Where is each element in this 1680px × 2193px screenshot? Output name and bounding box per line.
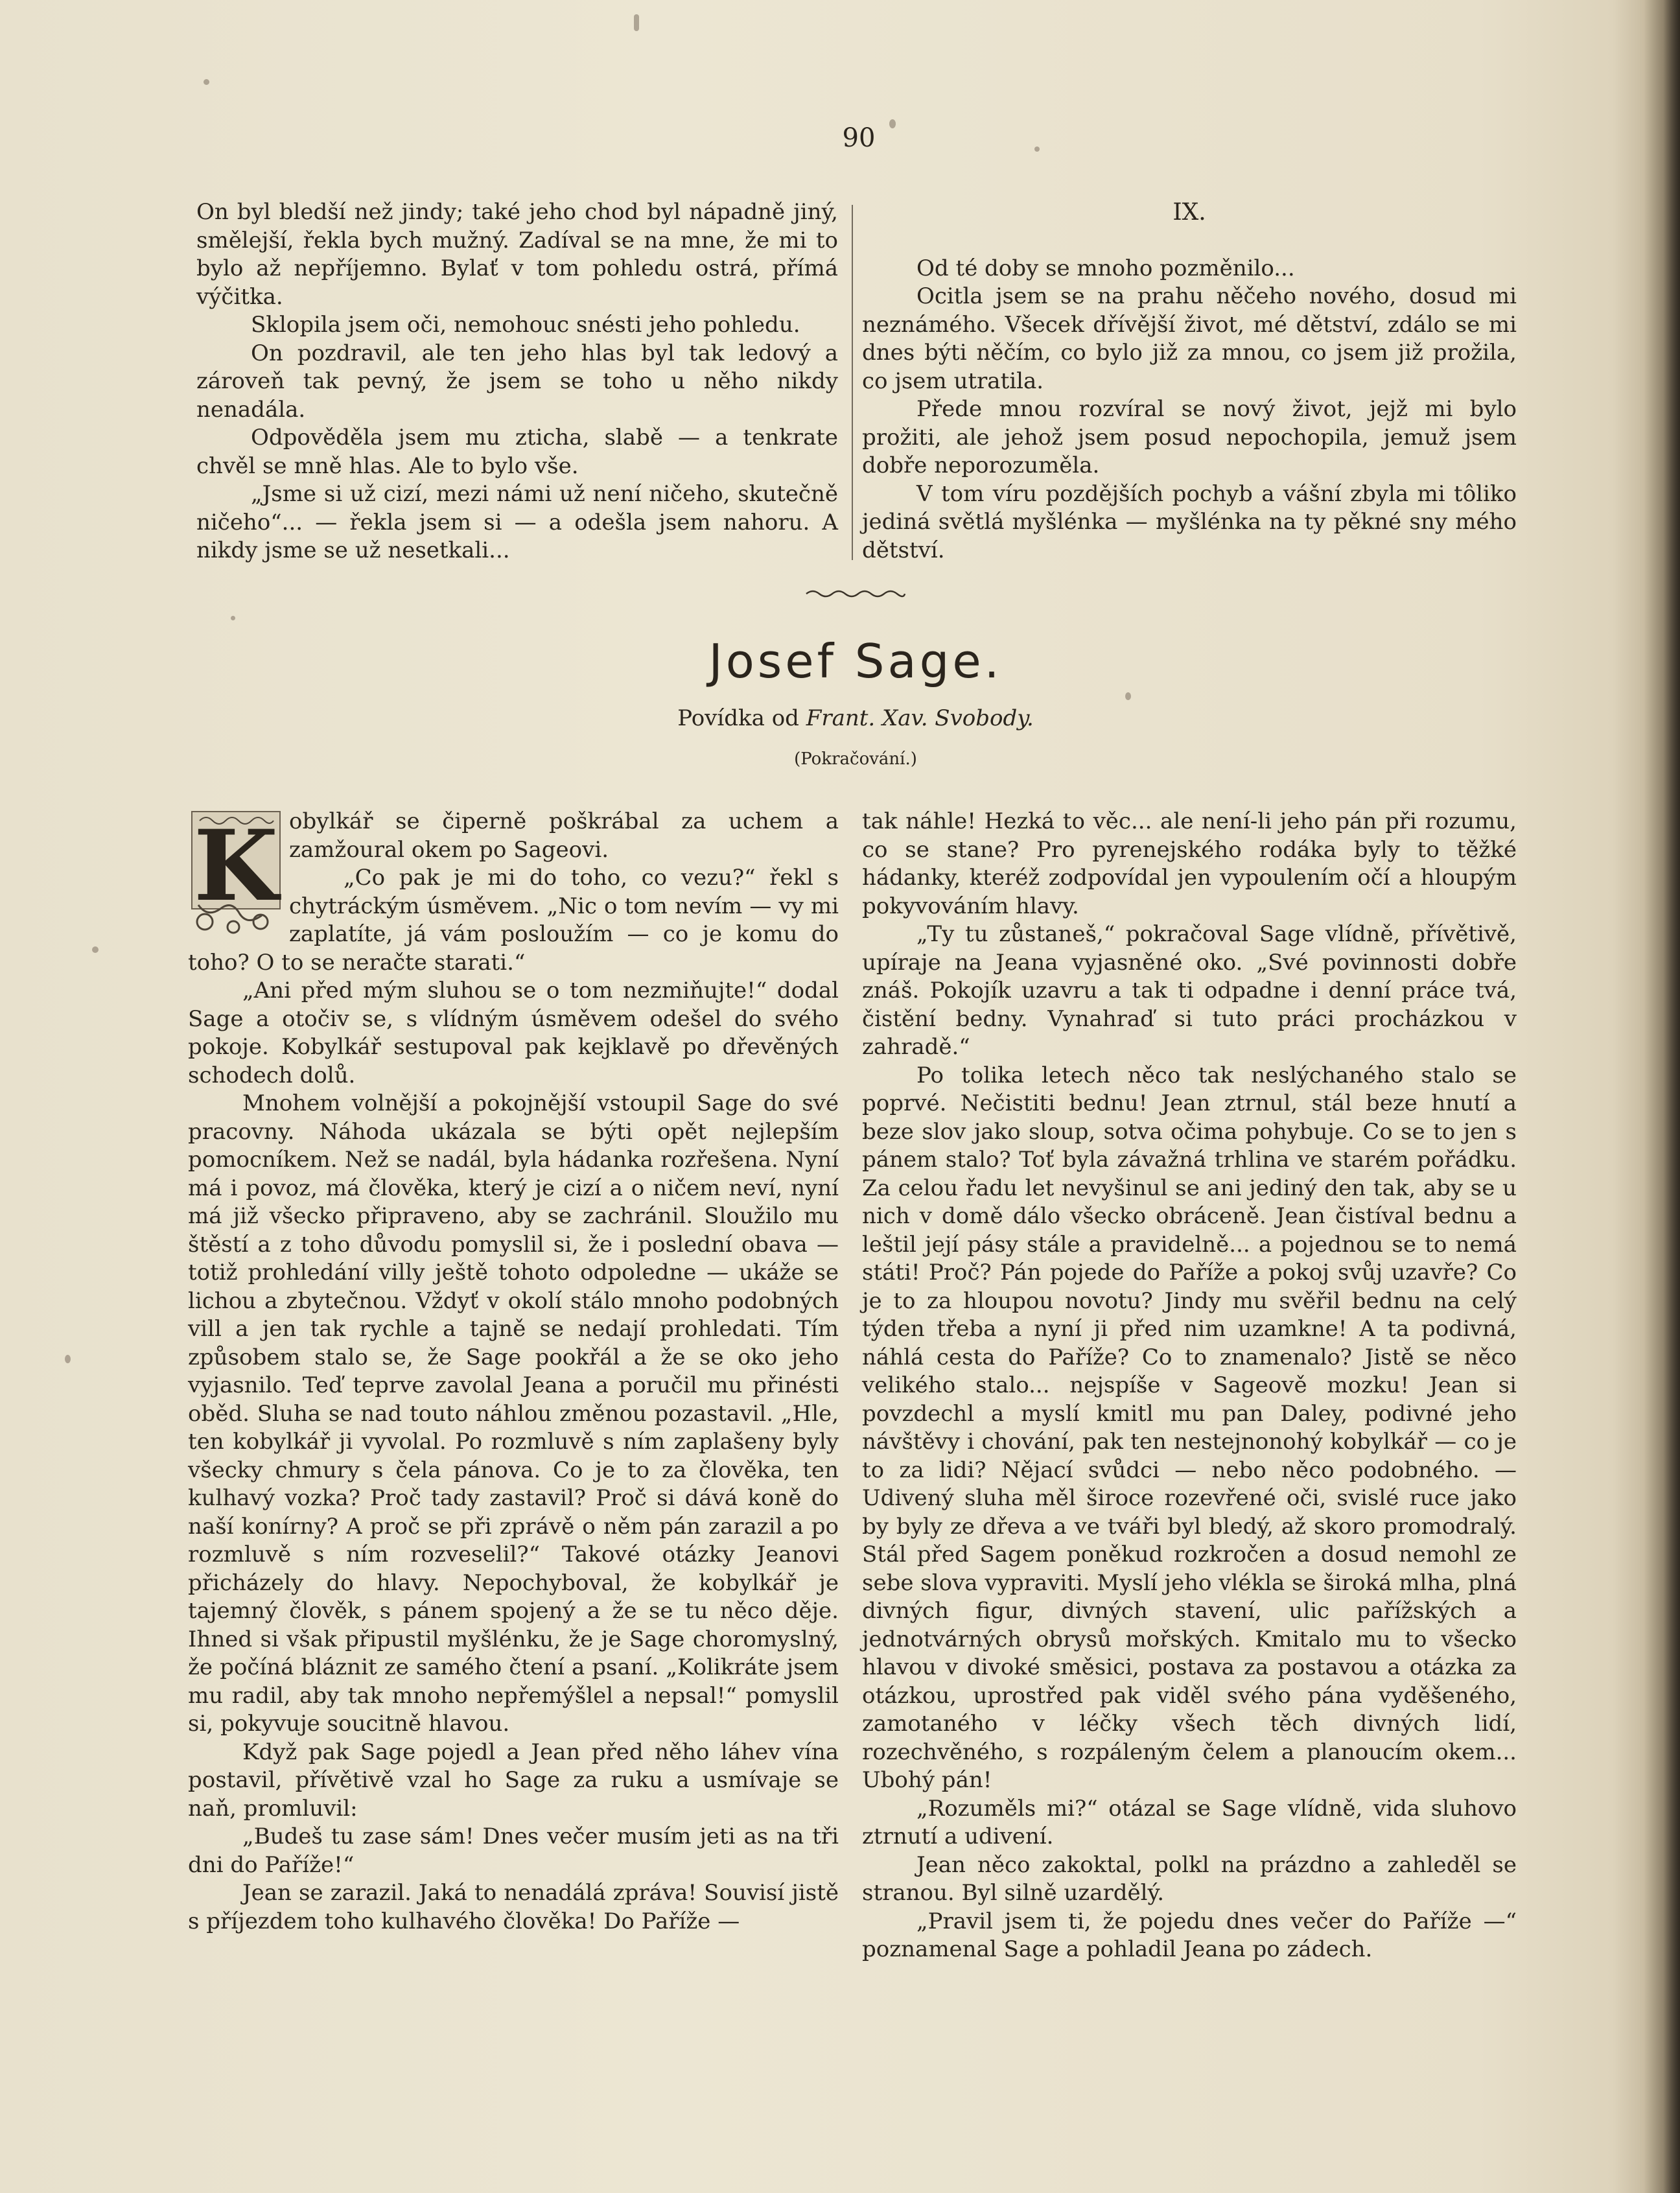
paragraph: „Co pak je mi do toho, co vezu?“ řekl s chytráckým úsměvem. „Nic o tom nevím — vy mi zaplatíte, já vám posloužím — co je komu do toho? O to se neračte starati.“ — [188, 865, 839, 976]
paragraph: Sklopila jsem oči, nemohouc snésti jeho pohledu. — [251, 312, 800, 338]
page-edge-shadow — [1644, 0, 1680, 2193]
top-right-column — [862, 198, 1517, 565]
paragraph: Ocitla jsem se na prahu něčeho nového, dosud mi neznámého. Všecek dřívější život, mé dětství, zdálo se mi dnes býti něčím, co bylo již za mnou, co jsem již prožila, co jsem utratila. — [862, 283, 1517, 394]
ink-speck — [65, 1355, 71, 1363]
paragraph: „Jsme si už cizí, mezi námi už není ničeho, skutečně ničeho“... — řekla jsem si — a odešla jsem nahoru. A nikdy jsme se už nesetkali... — [196, 481, 838, 563]
opening-text: obylkář se čiperně poškrábal za uchem a zamžoural okem po Sageovi. — [289, 808, 839, 863]
byline-prefix: Povídka od — [677, 705, 799, 731]
ink-speck — [1125, 692, 1131, 700]
ink-speck — [92, 946, 99, 953]
byline — [583, 705, 1128, 731]
paragraph: Přede mnou rozvíral se nový život, jejž mi bylo prožiti, ale jehož jsem posud nepochopila, jemuž jsem dobře neporozuměla. — [862, 396, 1517, 478]
paragraph: tak náhle! Hezká to věc... ale není-li jeho pán při rozumu, co se stane? Pro pyrenejského rodáka byly to těžké hádanky, kteréž zodpovídal jen vypoulením očí a hloupým pokyvováním hlavy. — [862, 808, 1517, 919]
paragraph: „Pravil jsem ti, že pojedu dnes večer do Paříže —“ poznamenal Sage a pohladil Jeana po zádech. — [862, 1908, 1517, 1962]
section-numeral: IX. — [1172, 199, 1206, 226]
paragraph: „Rozuměls mi?“ otázal se Sage vlídně, vida sluhovo ztrnutí a udivení. — [862, 1795, 1517, 1849]
wavy-divider-ornament — [804, 586, 907, 602]
paragraph: Od té doby se mnoho pozměnilo... — [916, 255, 1295, 281]
story-title: Josef Sage. — [708, 634, 1003, 688]
page-number: 90 — [842, 123, 876, 153]
paragraph: Jean se zarazil. Jaká to nenadálá zpráva! Souvisí jistě s příjezdem toho kulhavého člověka! Do Paříže — — [188, 1880, 839, 1934]
ink-speck — [634, 14, 639, 31]
paragraph: On pozdravil, ale ten jeho hlas byl tak ledový a zároveň tak pevný, že jsem se toho u něho nikdy nenadála. — [196, 340, 838, 423]
paragraph: V tom víru pozdějších pochyb a vášní zbyla mi tôliko jediná světlá myšlénka — myšlénka na ty pěkné sny mého dětství. — [862, 480, 1517, 563]
ink-speck — [231, 616, 235, 620]
paragraph: On byl bledší než jindy; také jeho chod byl nápadně jiný, smělejší, řekla bych mužný. Zadíval se na mne, že mi to bylo až nepříjemno. Bylať v tom pohledu ostrá, přímá výčitka. — [196, 199, 838, 310]
paragraph: Jean něco zakoktal, polkl na prázdno a zahleděl se stranou. Byl silně uzardělý. — [862, 1851, 1517, 1906]
paragraph: Odpověděla jsem mu zticha, slabě — a tenkrate chvěl se mně hlas. Ale to bylo vše. — [196, 425, 838, 479]
bottom-right-column — [862, 808, 1517, 1964]
paragraph: „Ani před mým sluhou se o tom nezmiňujte!“ dodal Sage a otočiv se, s vlídným úsměvem odešel do svého pokoje. Kobylkář sestupoval pak kejklavě po dřevěných schodech dolů. — [188, 978, 839, 1088]
ink-speck — [204, 79, 209, 85]
paragraph: Když pak Sage pojedl a Jean před něho láhev vína postavil, přívětivě vzal ho Sage za ruku a usmívaje se naň, promluvil: — [188, 1739, 839, 1822]
paragraph: „Ty tu zůstaneš,“ pokračoval Sage vlídně, přívětivě, upíraje na Jeana vyjasněné oko. „Své povinnosti dobře znáš. Pokojík uzavru a tak ti odpadne i denní práce tvá, čistění bedny. Vynahraď si tuto práci procházkou v zahradě.“ — [862, 921, 1517, 1060]
bottom-left-column — [188, 808, 839, 1936]
paragraph: Mnohem volnější a pokojnější vstoupil Sage do své pracovny. Náhoda ukázala se býti opět nejlepším pomocníkem. Než se nadál, byla hádanka rozřešena. Nyní má i povoz, má člověka, který je cizí a o ničem neví, nyní má již všecko připraveno, aby se zachránil. Sloužilo mu štěstí a z toho důvodu pomyslil si, že i poslední obava — totiž prohledání villy ještě tohoto odpoledne — ukáže se lichou a zbytečnou. Vždyť v okolí stálo mnoho podobných vill a jen tak rychle a tajně se nedají prohledati. Tím způsobem stalo se, že Sage pookřál a že se oko jeho vyjasnilo. Teď teprve zavolal Jeana a poručil mu přinésti oběd. Sluha se nad touto náhlou změnou pozastavil. „Hle, ten kobylkář ji vyvolal. Po rozmluvě s ním zaplašeny byly všecky chmury s čela pánova. Co je to za člověka, ten kulhavý vozka? Proč tady zastavil? Proč si dává koně do naší konírny? A proč se při zprávě o něm pán zarazil a po rozmluvě s ním rozveselil?“ Takové otázky Jeanovi přicházely do hlavy. Nepochyboval, že kobylkář je tajemný člověk, s pánem spojený a že se tu něco děje. Ihned si však připustil myšlénku, že je Sage choromyslný, že počíná bláznit ze samého čtení a psaní. „Kolikráte jsem mu radil, aby tak mnoho nepřemýšlel a nepsal!“ pomyslil si, pokyvuje soucitně hlavou. — [188, 1090, 839, 1737]
drop-cap-letter: K — [193, 809, 279, 923]
drop-cap-ornament — [188, 808, 284, 937]
column-divider — [852, 205, 853, 560]
continued-note: (Pokračování.) — [794, 749, 917, 769]
paragraph: „Budeš tu zase sám! Dnes večer musím jeti as na tři dni do Paříže!“ — [188, 1824, 839, 1878]
ink-speck — [1034, 147, 1040, 152]
byline-author: Frant. Xav. Svobody. — [806, 705, 1034, 731]
top-left-column — [196, 198, 838, 565]
paragraph: Po tolika letech něco tak neslýchaného stalo se poprvé. Nečistiti bednu! Jean ztrnul, stál beze hnutí a beze slov jako sloup, sotva očima pohybuje. Co se to jen s pánem stalo? Toť byla závažná trhlina ve starém pořádku. Za celou řadu let nevyšinul se ani jediný den tak, aby se u nich v domě dálo všecko obráceně. Jean čistíval bednu a leštil její pásy stále a pravidelně... a pojednou se to nemá státi! Proč? Pán pojede do Paříže a pokoj svůj uzavře? Co je to za hloupou novotu? Jindy mu svěřil bednu na celý týden třeba a nyní ji před nim uzamkne! A ta podivná, náhlá cesta do Paříže? Co to znamenalo? Jistě se něco velikého stalo... nejspíše v Sageově mozku! Jean si povzdechl a myslí kmitl mu pan Daley, podivné jeho návštěvy i chování, pak ten nestejnonohý kobylkář — co je to za lidi? Nějací svůdci — nebo něco podobného. — Udivený sluha měl široce rozevřené oči, svislé ruce jako by byly ze dřeva a ve tváři byl bledý, až skoro promodralý. Stál před Sagem poněkud rozkročen a dosud nemohl ze sebe slova vypraviti. Myslí jeho vlékla se široká mlha, plná divných figur, divných stavení, ulic pařížských a jednotvárných obrysů mořských. Kmitalo mu to všecko hlavou v divoké směsici, postava za postavou a otázka za otázkou, uprostřed pak viděl svého pána vyděšeného, zamotaného v léčky všech těch divných lidí, rozechvěného, s rozpáleným čelem a planoucím okem... Ubohý pán! — [862, 1062, 1517, 1793]
